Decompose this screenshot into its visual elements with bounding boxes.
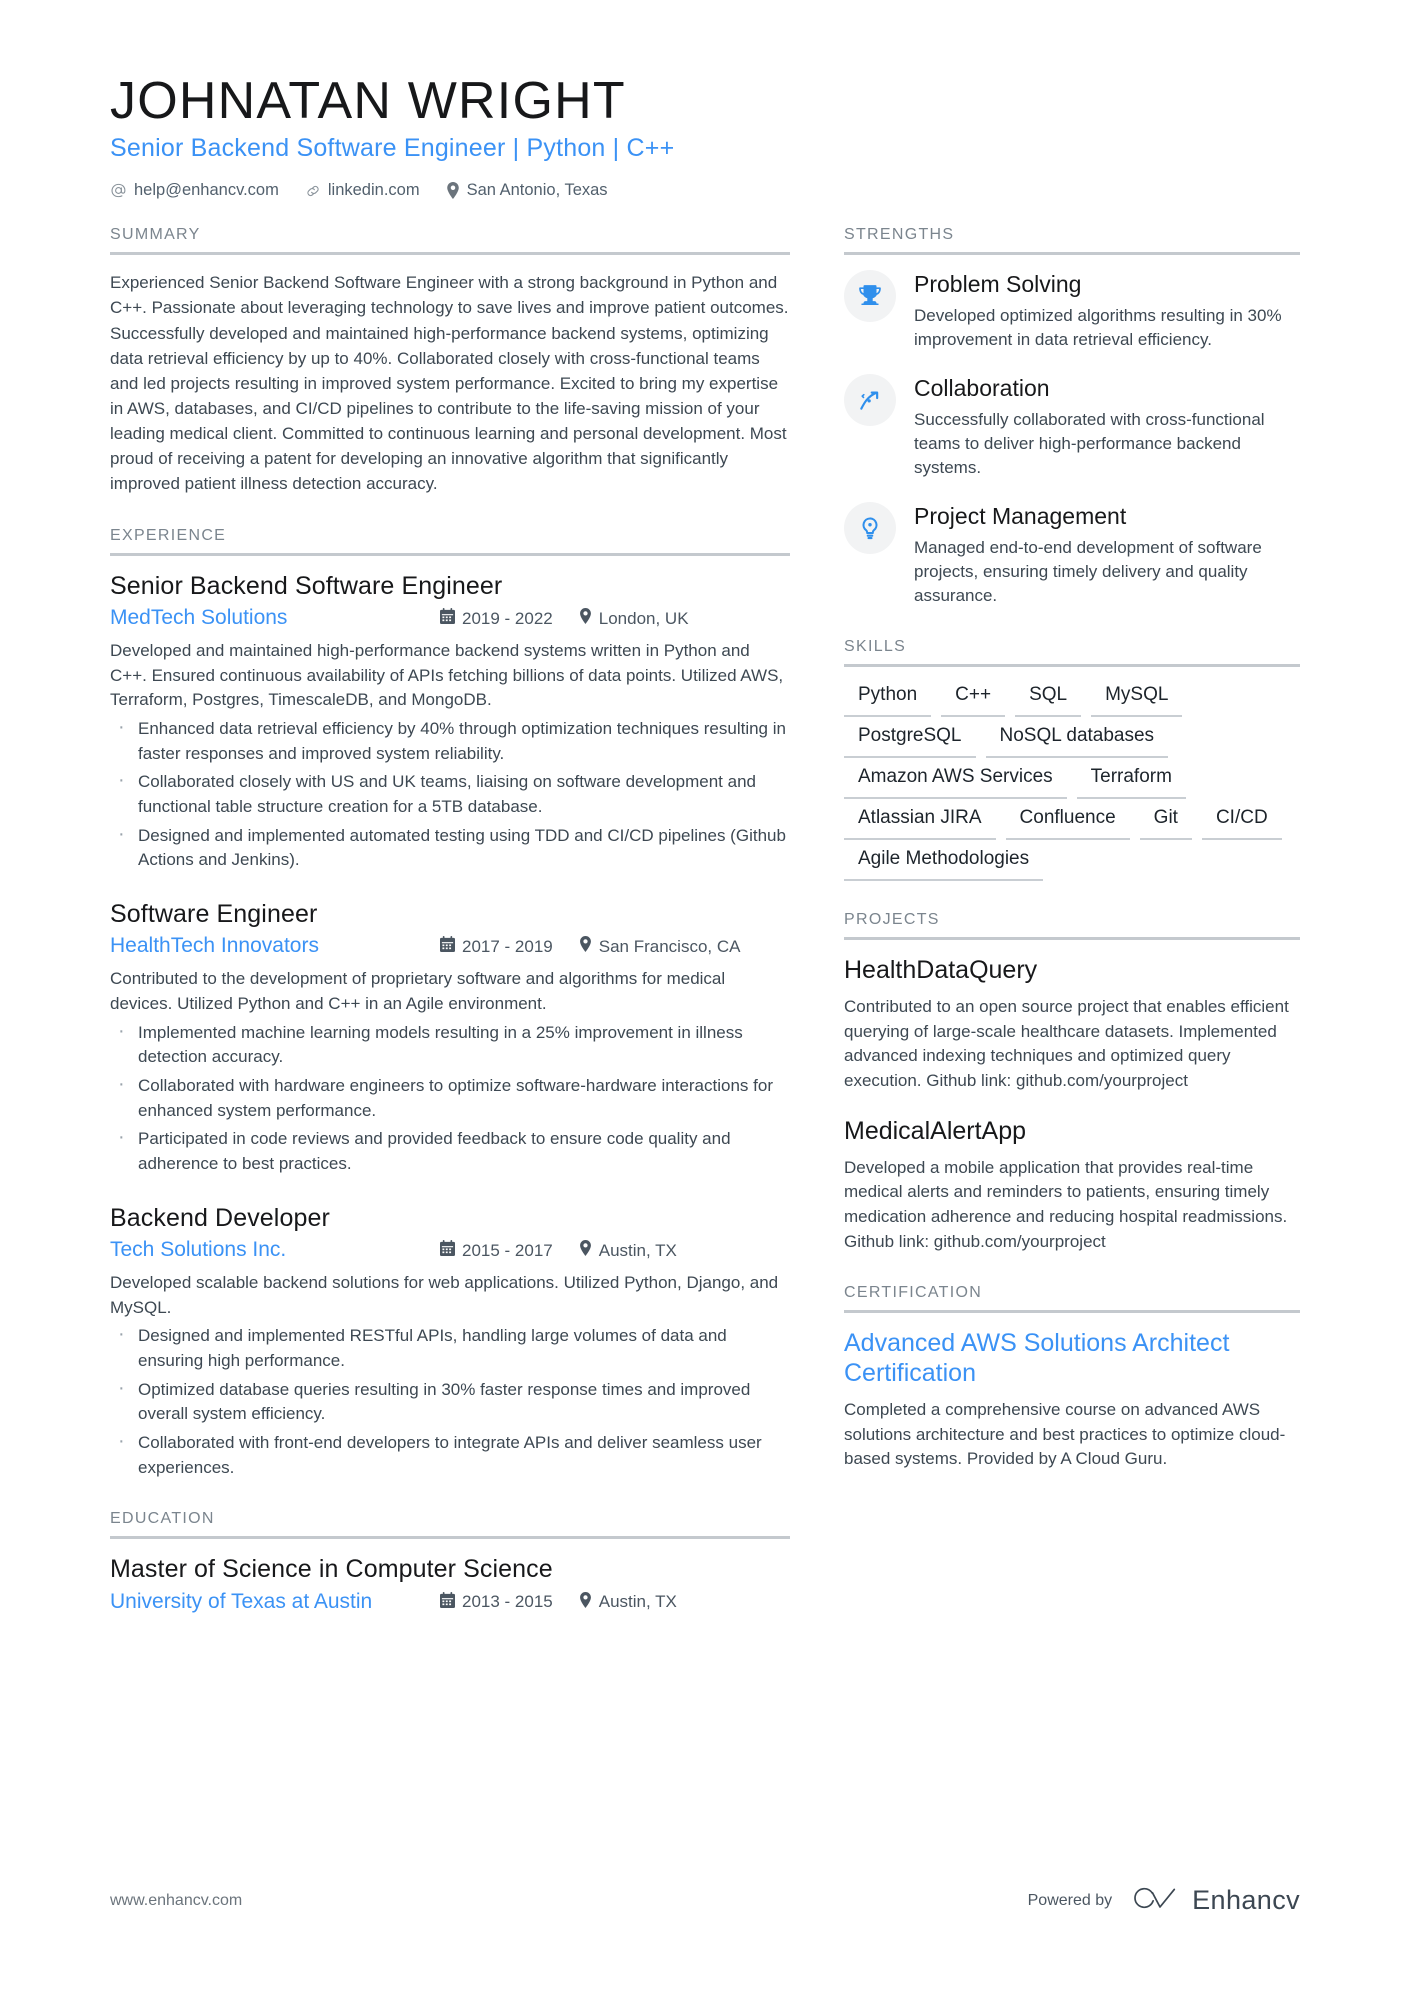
- strength-title: Problem Solving: [914, 271, 1082, 298]
- calendar-icon: [440, 608, 455, 629]
- skill-tag[interactable]: Terraform: [1077, 764, 1186, 799]
- section-title-education: EDUCATION: [110, 1510, 215, 1528]
- contact-email[interactable]: [110, 181, 279, 200]
- entry-dates-text: 2015 - 2017: [462, 1240, 553, 1260]
- strength-description: Developed optimized algorithms resulting in 30% improvement in data retrieval efficiency.: [914, 305, 1282, 349]
- skill-tag[interactable]: MySQL: [1091, 682, 1182, 717]
- entry-role: Backend Developer: [110, 1203, 330, 1232]
- skill-tag[interactable]: SQL: [1015, 682, 1081, 717]
- section-title-strengths: STRENGTHS: [844, 226, 955, 244]
- entry-role: Software Engineer: [110, 899, 318, 928]
- entry-location-text: London, UK: [598, 608, 689, 628]
- entry-description: Developed scalable backend solutions for web applications. Utilized Python, Django, and MySQL.: [110, 1273, 779, 1317]
- entry-location-text: Austin, TX: [598, 1592, 677, 1612]
- entry-organization[interactable]: University of Texas at Austin: [110, 1589, 373, 1613]
- skill-tag[interactable]: CI/CD: [1202, 805, 1282, 840]
- entry-description: Contributed to the development of proprietary software and algorithms for medical devices. Utilized Python and C++ in an Agile environment.: [110, 969, 726, 1014]
- page-title: JOHNATAN WRIGHT: [110, 72, 626, 130]
- enhancv-logo-icon: [1130, 1884, 1180, 1917]
- contact-location-text: San Antonio, Texas: [466, 181, 608, 200]
- section-title-projects: PROJECTS: [844, 911, 940, 929]
- skill-tag[interactable]: Confluence: [1006, 805, 1130, 840]
- entry-dates: [440, 1240, 553, 1261]
- list-item: · Designed and implemented automated testing using TDD and CI/CD pipelines (Github Actions and Jenkins).: [110, 824, 790, 873]
- skill-tag[interactable]: C++: [941, 682, 1005, 717]
- strength-description: Managed end-to-end development of software projects, ensuring timely delivery and quality assurance.: [914, 537, 1262, 605]
- entry-dates-text: 2013 - 2015: [462, 1592, 553, 1612]
- footer-website-url[interactable]: www.enhancv.com: [110, 1891, 243, 1909]
- entry-location: [579, 608, 689, 629]
- skill-tag[interactable]: Python: [844, 682, 931, 717]
- projects-list: [844, 940, 1300, 1254]
- experience-entry: [110, 1203, 790, 1481]
- skill-tag[interactable]: Amazon AWS Services: [844, 764, 1067, 799]
- skills-list: [844, 682, 1300, 881]
- entry-meta: [110, 1238, 790, 1262]
- entry-bullet-list: [110, 1324, 790, 1480]
- list-item: · Collaborated with front-end developers to integrate APIs and deliver seamless user experiences.: [110, 1431, 790, 1480]
- entry-location-text: San Francisco, CA: [598, 936, 741, 956]
- section-title-experience: EXPERIENCE: [110, 526, 227, 544]
- entry-location: [579, 936, 741, 957]
- project-name: MedicalAlertApp: [844, 1116, 1027, 1145]
- education-list: [110, 1539, 790, 1614]
- powered-by-label: Powered by: [1027, 1891, 1113, 1909]
- entry-location: [579, 1240, 677, 1261]
- strengths-list: [844, 255, 1300, 608]
- contact-linkedin[interactable]: [305, 181, 420, 200]
- contact-location: [446, 181, 608, 200]
- entry-meta: [110, 606, 790, 630]
- right-column: [844, 226, 1300, 1472]
- entry-meta: [110, 934, 790, 958]
- certification-list: [844, 1313, 1300, 1472]
- strength-item: [844, 502, 1300, 608]
- section-experience: [110, 527, 790, 1481]
- section-skills: [844, 638, 1300, 881]
- entry-organization[interactable]: Tech Solutions Inc.: [110, 1238, 287, 1262]
- resume-columns: [110, 226, 1300, 1613]
- list-item: · Optimized database queries resulting in 30% faster response times and improved overall system efficiency.: [110, 1378, 790, 1427]
- list-item: · Participated in code reviews and provided feedback to ensure code quality and adherence to best practices.: [110, 1127, 790, 1176]
- section-education: [110, 1510, 790, 1614]
- project-item: [844, 1116, 1300, 1255]
- section-certification: [844, 1284, 1300, 1472]
- section-title-summary: SUMMARY: [110, 226, 201, 244]
- certification-description: Completed a comprehensive course on advanced AWS solutions architecture and best practices to optimize cloud-based systems. Provided by A Cloud Guru.: [844, 1400, 1286, 1469]
- skill-tag[interactable]: NoSQL databases: [986, 723, 1169, 758]
- skill-tag[interactable]: Git: [1140, 805, 1192, 840]
- entry-dates: [440, 936, 553, 957]
- left-column: [110, 226, 790, 1613]
- professional-headline: Senior Backend Software Engineer | Python | C++: [110, 134, 675, 163]
- project-description: Developed a mobile application that provides real-time medical alerts and reminders to patients, ensuring timely medication adherence and reducing hospital readmissions. Github link: github.com/yourproject: [844, 1157, 1288, 1251]
- lightbulb-icon: [844, 502, 896, 554]
- experience-entry: [110, 571, 790, 873]
- entry-dates: [440, 1592, 553, 1613]
- contact-row: [110, 181, 1300, 200]
- enhancv-brand-name: Enhancv: [1192, 1885, 1300, 1915]
- location-pin-icon: [446, 182, 460, 199]
- entry-location-text: Austin, TX: [598, 1240, 677, 1260]
- footer-branding: [1028, 1884, 1300, 1917]
- entry-bullet-list: [110, 717, 790, 873]
- location-pin-icon: [579, 1592, 592, 1613]
- entry-dates: [440, 608, 553, 629]
- at-icon: [110, 182, 127, 199]
- skill-tag[interactable]: PostgreSQL: [844, 723, 976, 758]
- entry-meta: [110, 1590, 790, 1614]
- contact-linkedin-text: linkedin.com: [327, 181, 420, 200]
- entry-description: Developed and maintained high-performance backend systems written in Python and C++. Ensured continuous availability of APIs fetching billions of data points. Utilized AWS, Terraform, Postgres, TimescaleDB, and MongoDB.: [110, 641, 784, 710]
- list-item: · Designed and implemented RESTful APIs, handling large volumes of data and ensuring high performance.: [110, 1324, 790, 1373]
- entry-dates-text: 2017 - 2019: [462, 936, 553, 956]
- section-summary: [110, 226, 790, 496]
- list-item: · Enhanced data retrieval efficiency by 40% through optimization techniques resulting in faster responses and improved system reliability.: [110, 717, 790, 766]
- entry-bullet-list: [110, 1021, 790, 1177]
- growth-arrow-icon: [844, 374, 896, 426]
- project-description: Contributed to an open source project that enables efficient querying of large-scale healthcare datasets. Implemented advanced indexing techniques and optimized query execution. Github link: github.com/yourproject: [844, 997, 1289, 1090]
- strength-description: Successfully collaborated with cross-functional teams to deliver high-performance backend systems.: [914, 409, 1265, 477]
- entry-organization[interactable]: MedTech Solutions: [110, 606, 288, 630]
- summary-text: Experienced Senior Backend Software Engineer with a strong background in Python and C++. Passionate about leveraging technology to save lives and improve patient outcomes. Successfully developed and maintained high-performance backend systems, optimizing data retrieval efficiency by up to 40%. Collaborated closely with cross-functional teams and led projects resulting in improved system performance. Excited to bring my expertise in AWS, databases, and CI/CD pipelines to contribute to the life-saving mission of your leading medical client. Committed to continuous learning and personal development. Most proud of receiving a patent for developing an innovative algorithm that significantly improved patient illness detection accuracy.: [110, 273, 789, 494]
- experience-list: [110, 556, 790, 1481]
- location-pin-icon: [579, 608, 592, 629]
- location-pin-icon: [579, 936, 592, 957]
- list-item: · Implemented machine learning models resulting in a 25% improvement in illness detection accuracy.: [110, 1021, 790, 1070]
- skill-tag[interactable]: Agile Methodologies: [844, 846, 1043, 881]
- section-strengths: [844, 226, 1300, 608]
- calendar-icon: [440, 1240, 455, 1261]
- trophy-icon: [844, 270, 896, 322]
- link-icon: [305, 183, 321, 199]
- entry-organization[interactable]: HealthTech Innovators: [110, 934, 319, 958]
- page-footer: [110, 1884, 1300, 1917]
- strength-title: Collaboration: [914, 375, 1050, 402]
- strength-item: [844, 374, 1300, 480]
- calendar-icon: [440, 1592, 455, 1613]
- project-item: [844, 955, 1300, 1094]
- project-name: HealthDataQuery: [844, 956, 1038, 985]
- entry-location: [579, 1592, 677, 1613]
- calendar-icon: [440, 936, 455, 957]
- resume-header: [110, 72, 1300, 200]
- contact-email-text: help@enhancv.com: [134, 181, 279, 200]
- section-title-certification: CERTIFICATION: [844, 1284, 983, 1302]
- enhancv-brand: [1130, 1884, 1300, 1917]
- section-projects: [844, 911, 1300, 1254]
- section-title-skills: SKILLS: [844, 638, 907, 656]
- experience-entry: [110, 899, 790, 1177]
- entry-role: Senior Backend Software Engineer: [110, 571, 503, 600]
- strength-title: Project Management: [914, 503, 1127, 530]
- entry-dates-text: 2019 - 2022: [462, 608, 553, 628]
- strength-item: [844, 270, 1300, 352]
- entry-role: Master of Science in Computer Science: [110, 1555, 553, 1584]
- list-item: · Collaborated closely with US and UK teams, liaising on software development and functional table structure creation for a 5TB database.: [110, 770, 790, 819]
- experience-entry: [110, 1554, 790, 1614]
- skill-tag[interactable]: Atlassian JIRA: [844, 805, 996, 840]
- certification-item: [844, 1328, 1300, 1472]
- list-item: · Collaborated with hardware engineers to optimize software-hardware interactions for enhanced system performance.: [110, 1074, 790, 1123]
- location-pin-icon: [579, 1240, 592, 1261]
- certification-name[interactable]: Advanced AWS Solutions Architect Certification: [844, 1329, 1230, 1388]
